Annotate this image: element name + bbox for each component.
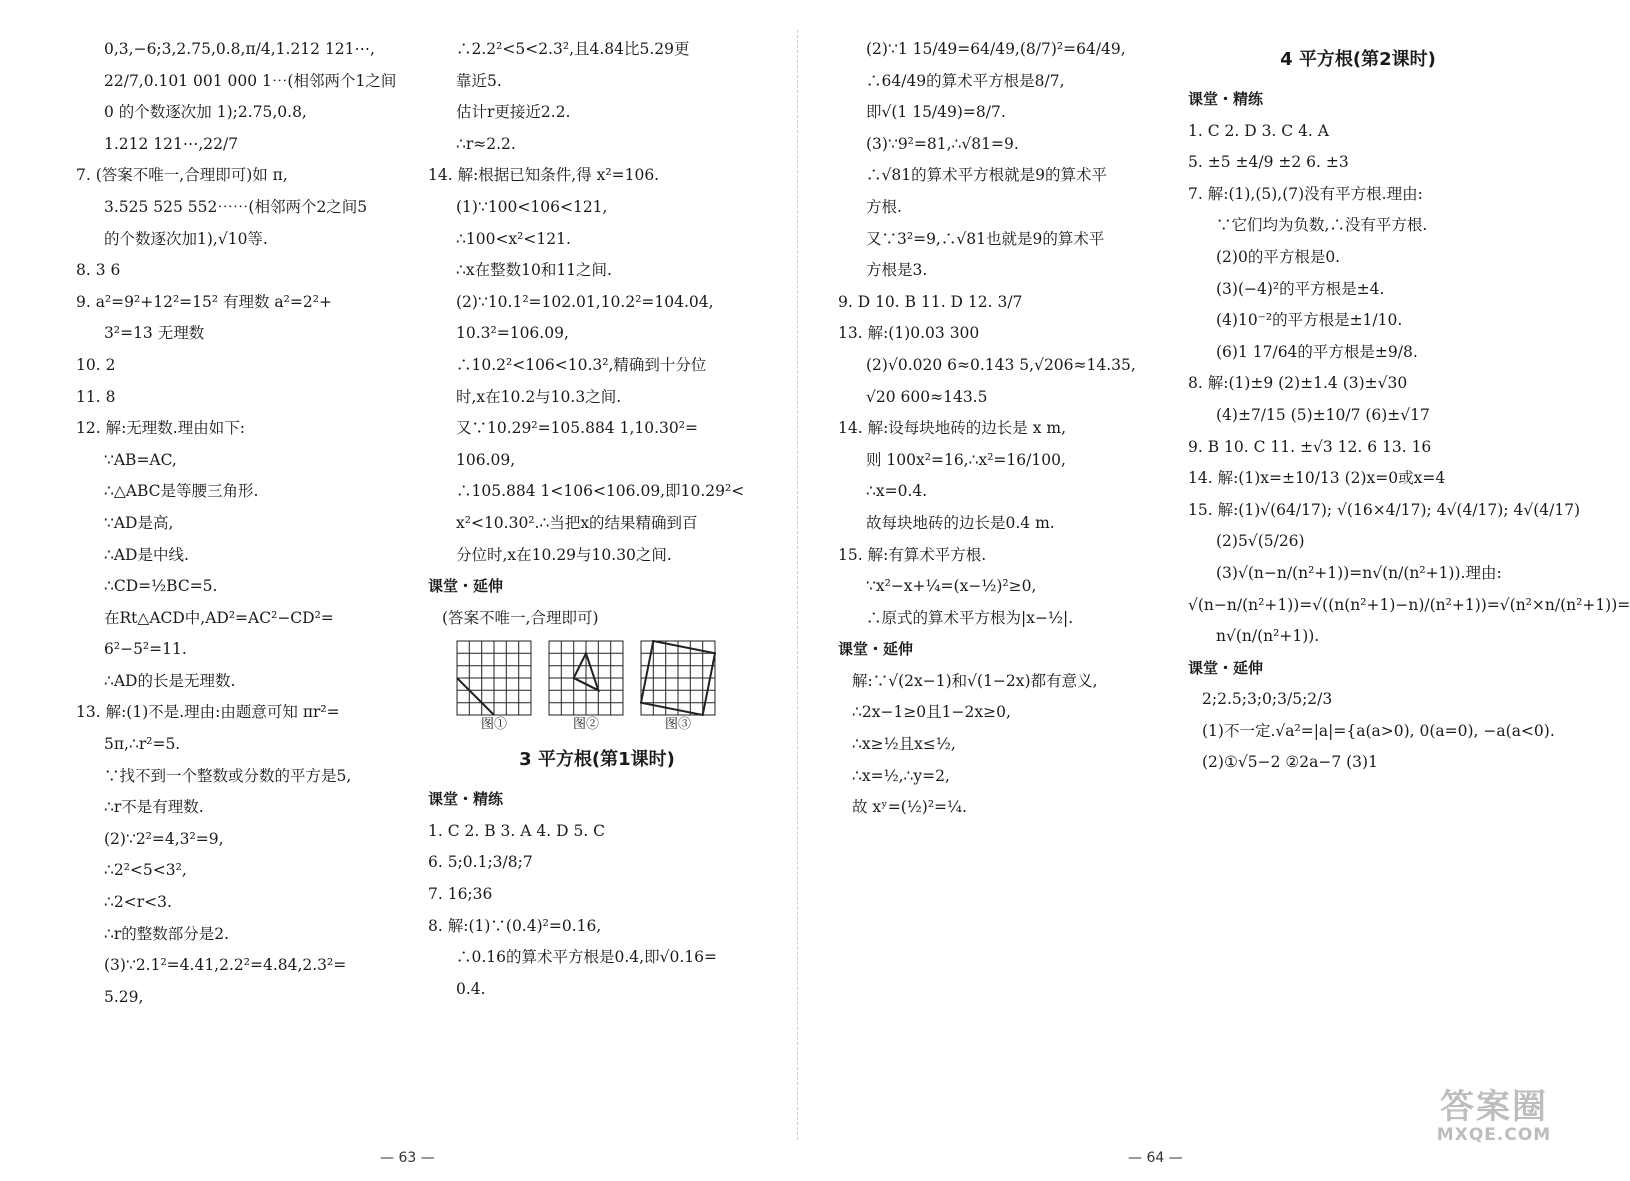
answer-line: (4)10⁻²的平方根是±1/10. <box>1216 311 1403 330</box>
figure-3-caption: 图③ <box>664 717 691 733</box>
answer-line: 0 的个数逐次加 1);2.75,0.8, <box>104 103 307 122</box>
answer-line: (3)∵9²=81,∴√81=9. <box>866 134 1019 153</box>
answer-line: 8. 3 6 <box>76 261 121 280</box>
section-extension-label: 课堂・延伸 <box>838 640 914 659</box>
answer-line: (2)√0.020 6≈0.143 5,√206≈14.35, <box>866 355 1136 374</box>
figure-2 <box>548 640 624 734</box>
answer-line: ∴x在整数10和11之间. <box>456 261 612 280</box>
answer-line: (2)0的平方根是0. <box>1216 247 1341 266</box>
column-3 <box>838 34 1174 824</box>
answer-line: (6)1 17/64的平方根是±9/8. <box>1216 342 1418 361</box>
answer-line: 8. 解:(1)±9 (2)±1.4 (3)±√30 <box>1188 374 1408 393</box>
answer-line: 14. 解:(1)x=±10/13 (2)x=0或x=4 <box>1188 469 1446 488</box>
answer-line: 11. 8 <box>76 387 116 406</box>
answer-line: 7. 16;36 <box>428 885 493 904</box>
answer-line: 0,3,−6;3,2.75,0.8,π/4,1.212 121⋯, <box>104 40 375 58</box>
page-number-left: — 63 — <box>380 1150 435 1166</box>
answer-line: (3)∵2.1²=4.41,2.2²=4.84,2.3²= <box>104 956 347 975</box>
figure-3 <box>640 640 716 734</box>
answer-note: (答案不唯一,合理即可) <box>442 608 599 627</box>
section-heading-square-root-1: 3 平方根(第1课时) <box>519 749 675 771</box>
answer-line: 9. D 10. B 11. D 12. 3/7 <box>838 292 1023 311</box>
answer-line: 方根是3. <box>866 261 928 280</box>
answer-line: (2)∵10.1²=102.01,10.2²=104.04, <box>456 292 714 311</box>
answer-line: 的个数逐次加1),√10等. <box>104 229 268 248</box>
answer-line: 方根. <box>866 197 902 216</box>
figure-1 <box>456 640 532 734</box>
answer-line: ∵AB=AC, <box>104 450 177 469</box>
answer-line: (2)∵2²=4,3²=9, <box>104 829 224 848</box>
grid-figures <box>456 640 766 734</box>
answer-line: ∴x=0.4. <box>866 482 928 501</box>
answer-line: 6. 5;0.1;3/8;7 <box>428 853 533 872</box>
answer-line: 14. 解:根据已知条件,得 x²=106. <box>428 166 660 185</box>
answer-line: (3)√(n−n/(n²+1))=n√(n/(n²+1)).理由: <box>1216 563 1502 582</box>
answer-line: 估计r更接近2.2. <box>456 103 571 122</box>
answer-line: (2)5√(5/26) <box>1216 532 1305 551</box>
column-1 <box>76 34 412 1013</box>
answer-line: 10. 2 <box>76 355 116 374</box>
answer-line: ∴2<r<3. <box>104 893 172 912</box>
answer-line: ∴CD=½BC=5. <box>104 577 218 596</box>
answer-line: 14. 解:设每块地砖的边长是 x m, <box>838 419 1067 438</box>
answer-line: 1. C 2. B 3. A 4. D 5. C <box>428 821 606 840</box>
answer-line: ∴r≈2.2. <box>456 134 516 153</box>
watermark-logo <box>1424 1089 1564 1151</box>
section-practice-label: 课堂・精练 <box>1188 90 1264 108</box>
column-4 <box>1188 34 1630 779</box>
answer-line: (4)±7/15 (5)±10/7 (6)±√17 <box>1216 405 1430 424</box>
answer-line: 解:∵√(2x−1)和√(1−2x)都有意义, <box>852 671 1098 690</box>
answer-line: 分位时,x在10.29与10.30之间. <box>456 545 672 564</box>
answer-line: 5.29, <box>104 987 144 1006</box>
answer-line: ∴x≥½且x≤½, <box>852 735 956 754</box>
answer-line: 故每块地砖的边长是0.4 m. <box>866 513 1055 532</box>
answer-line: ∴AD是中线. <box>104 545 189 564</box>
answer-line: ∴r不是有理数. <box>104 798 204 817</box>
answer-line: (2)①√5−2 ②2a−7 (3)1 <box>1202 753 1378 772</box>
answer-line: ∴2²<5<3², <box>104 861 187 880</box>
answer-line: 1.212 121⋯,22/7 <box>104 134 239 153</box>
answer-line: ∴100<x²<121. <box>456 229 571 248</box>
answer-line: 即√(1 15/49)=8/7. <box>866 103 1006 122</box>
answer-line: 13. 解:(1)不是.理由:由题意可知 πr²= <box>76 703 340 722</box>
page-divider <box>797 30 798 1140</box>
answer-line: 则 100x²=16,∴x²=16/100, <box>866 450 1066 469</box>
section-extension-label: 课堂・延伸 <box>428 577 504 596</box>
answer-line: ∴AD的长是无理数. <box>104 671 236 690</box>
answer-line: 在Rt△ACD中,AD²=AC²−CD²= <box>104 608 334 627</box>
answer-line: ∵AD是高, <box>104 513 174 532</box>
answer-line: 106.09, <box>456 450 516 469</box>
answer-line: 8. 解:(1)∵(0.4)²=0.16, <box>428 916 602 935</box>
answer-line: (2)∵1 15/49=64/49,(8/7)²=64/49, <box>866 40 1126 58</box>
answer-line: 又∵3²=9,∴√81也就是9的算术平 <box>866 229 1105 248</box>
answer-line: 3²=13 无理数 <box>104 324 205 343</box>
answer-line: 13. 解:(1)0.03 300 <box>838 324 980 343</box>
answer-line: 时,x在10.2与10.3之间. <box>456 387 622 406</box>
answer-line: ∵x²−x+¼=(x−½)²≥0, <box>866 577 1037 596</box>
figure-2-caption: 图② <box>572 717 599 733</box>
answer-line: x²<10.30².∴当把x的结果精确到百 <box>456 513 698 532</box>
answer-line: 2;2.5;3;0;3/5;2/3 <box>1202 690 1333 709</box>
answer-line: (1)不一定.√a²=|a|={a(a>0), 0(a=0), −a(a<0). <box>1202 721 1555 740</box>
answer-line: ∴64/49的算术平方根是8/7, <box>866 71 1065 90</box>
answer-line: 6²−5²=11. <box>104 640 187 659</box>
answer-line: √20 600≈143.5 <box>866 387 988 406</box>
answer-line: 15. 解:(1)√(64/17); √(16×4/17); 4√(4/17); 4√(4/17) <box>1188 500 1581 519</box>
section-heading-square-root-2: 4 平方根(第2课时) <box>1280 49 1436 70</box>
answer-line: 5. ±5 ±4/9 ±2 6. ±3 <box>1188 153 1349 172</box>
column-2 <box>428 34 766 1005</box>
answer-line: 故 xʸ=(½)²=¼. <box>852 798 967 817</box>
answer-line: ∴105.884 1<106<106.09,即10.29²< <box>456 482 745 501</box>
grid-figure-1-drawing <box>456 640 532 716</box>
answer-line: 7. 解:(1),(5),(7)没有平方根.理由: <box>1188 184 1423 203</box>
answer-line: 又∵10.29²=105.884 1,10.30²= <box>456 419 698 438</box>
section-practice-label: 课堂・精练 <box>428 790 504 809</box>
answer-line: ∵找不到一个整数或分数的平方是5, <box>104 766 352 785</box>
answer-line: 5π,∴r²=5. <box>104 735 181 754</box>
answer-line: 15. 解:有算术平方根. <box>838 545 987 564</box>
answer-line: (3)(−4)²的平方根是±4. <box>1216 279 1385 298</box>
section-extension-label: 课堂・延伸 <box>1188 658 1264 677</box>
answer-line: 1. C 2. D 3. C 4. A <box>1188 121 1329 140</box>
answer-line: ∵它们均为负数,∴没有平方根. <box>1216 216 1428 235</box>
watermark-url: MXQE.COM <box>1436 1125 1552 1145</box>
answer-line: 9. a²=9²+12²=15² 有理数 a²=2²+ <box>76 292 332 311</box>
answer-line: 9. B 10. C 11. ±√3 12. 6 13. 16 <box>1188 437 1432 456</box>
answer-line: ∴△ABC是等腰三角形. <box>104 482 259 501</box>
page-number-right: — 64 — <box>1128 1150 1183 1166</box>
answer-line: 22/7,0.101 001 000 1⋯(相邻两个1之间 <box>104 71 397 90</box>
answer-line: n√(n/(n²+1)). <box>1216 627 1320 646</box>
answer-line: ∴2x−1≥0且1−2x≥0, <box>852 703 1011 722</box>
answer-line: ∴r的整数部分是2. <box>104 924 230 943</box>
answer-line: ∴x=½,∴y=2, <box>852 766 950 785</box>
answer-line: ∴0.16的算术平方根是0.4,即√0.16= <box>456 948 717 967</box>
answer-line: 12. 解:无理数.理由如下: <box>76 419 245 438</box>
answer-line: √(n−n/(n²+1))=√((n(n²+1)−n)/(n²+1))=√(n²×n/(n²+1))= <box>1188 595 1630 614</box>
answer-line: 7. (答案不唯一,合理即可)如 π, <box>76 166 288 185</box>
answer-line: ∴10.2²<106<10.3²,精确到十分位 <box>456 355 707 374</box>
grid-figure-2-drawing <box>548 640 624 716</box>
answer-line: 10.3²=106.09, <box>456 324 569 343</box>
answer-line: ∴2.2²<5<2.3²,且4.84比5.29更 <box>456 40 690 58</box>
answer-line: ∴√81的算术平方根就是9的算术平 <box>866 166 1107 185</box>
watermark-title: 答案圈 <box>1440 1087 1548 1127</box>
grid-figure-3-drawing <box>640 640 716 716</box>
answer-line: 靠近5. <box>456 71 502 90</box>
answer-line: ∴原式的算术平方根为|x−½|. <box>866 608 1074 627</box>
answer-line: (1)∵100<106<121, <box>456 197 608 216</box>
figure-1-caption: 图① <box>480 717 507 733</box>
answer-line: 3.525 525 552⋯⋯(相邻两个2之间5 <box>104 197 368 216</box>
answer-line: 0.4. <box>456 979 486 998</box>
